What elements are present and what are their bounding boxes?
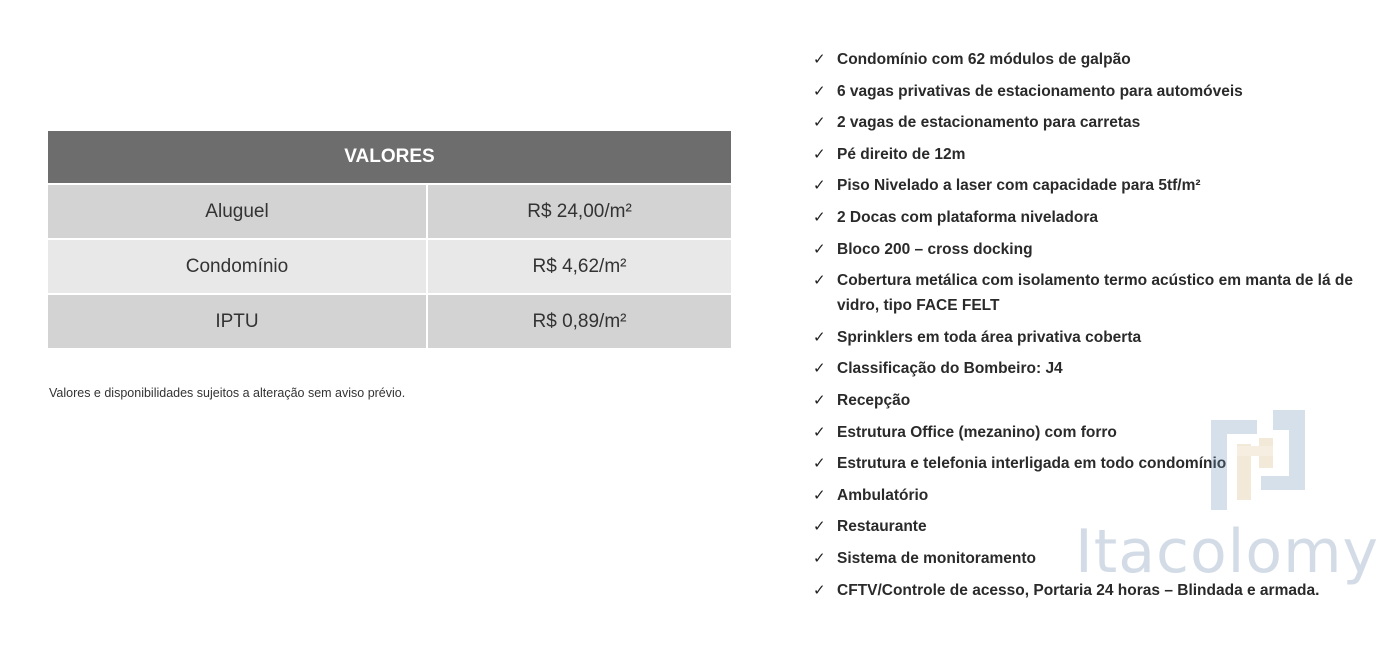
- check-icon: ✓: [813, 580, 826, 599]
- check-icon: ✓: [813, 271, 826, 290]
- check-icon: ✓: [813, 176, 826, 195]
- feature-text: Ambulatório: [837, 486, 929, 504]
- feature-text: Cobertura metálica com isolamento termo acústico em manta de lá de vidro, tipo FACE FELT: [837, 272, 1353, 315]
- feature-text: 6 vagas privativas de estacionamento para automóveis: [837, 82, 1243, 100]
- feature-text: 2 vagas de estacionamento para carretas: [837, 114, 1141, 132]
- feature-item: [813, 546, 1383, 571]
- feature-text: 2 Docas com plataforma niveladora: [837, 208, 1099, 226]
- table-header: VALORES: [48, 131, 731, 184]
- check-icon: ✓: [813, 548, 826, 567]
- row-value: R$ 4,62/m²: [427, 239, 731, 294]
- check-icon: ✓: [813, 327, 826, 346]
- feature-text: Piso Nivelado a laser com capacidade para 5tf/m²: [837, 177, 1201, 195]
- check-icon: ✓: [813, 50, 826, 68]
- feature-item: [813, 356, 1383, 381]
- check-icon: ✓: [813, 207, 826, 226]
- feature-text: Condomínio com 62 módulos de galpão: [837, 51, 1131, 68]
- feature-text: Recepção: [837, 391, 911, 409]
- feature-item: [813, 578, 1383, 603]
- feature-item: [813, 79, 1383, 104]
- feature-text: Restaurante: [837, 518, 927, 536]
- feature-item: [813, 420, 1383, 445]
- table-header-row: [48, 131, 731, 184]
- feature-item: [813, 483, 1383, 508]
- check-icon: ✓: [813, 454, 826, 473]
- feature-item: [813, 388, 1383, 413]
- feature-item: [813, 268, 1383, 318]
- feature-item: [813, 237, 1383, 262]
- feature-item: [813, 325, 1383, 350]
- feature-text: Estrutura Office (mezanino) com forro: [837, 423, 1117, 441]
- row-label: Condomínio: [48, 239, 427, 294]
- feature-text: Bloco 200 – cross docking: [837, 240, 1033, 258]
- feature-item: [813, 142, 1383, 167]
- disclaimer-note: Valores e disponibilidades sujeitos a alteração sem aviso prévio.: [49, 386, 406, 400]
- check-icon: ✓: [813, 359, 826, 378]
- prices-table: [48, 131, 731, 348]
- feature-item: [813, 514, 1383, 539]
- table-row: [48, 239, 731, 294]
- check-icon: ✓: [813, 517, 826, 536]
- row-label: Aluguel: [48, 184, 427, 239]
- check-icon: ✓: [813, 485, 826, 504]
- feature-text: Pé direito de 12m: [837, 145, 966, 163]
- check-icon: ✓: [813, 239, 826, 258]
- check-icon: ✓: [813, 390, 826, 409]
- check-icon: ✓: [813, 81, 826, 100]
- feature-item: [813, 451, 1383, 476]
- check-icon: ✓: [813, 144, 826, 163]
- table-row: [48, 184, 731, 239]
- feature-text: CFTV/Controle de acesso, Portaria 24 horas – Blindada e armada.: [837, 581, 1320, 599]
- feature-item: [813, 47, 1383, 72]
- row-value: R$ 24,00/m²: [427, 184, 731, 239]
- feature-text: Sistema de monitoramento: [837, 549, 1036, 567]
- feature-item: [813, 205, 1383, 230]
- row-label: IPTU: [48, 294, 427, 348]
- table-row: [48, 294, 731, 348]
- feature-text: Estrutura e telefonia interligada em todo condomínio: [837, 455, 1227, 473]
- check-icon: ✓: [813, 422, 826, 441]
- watermark-text: Itacolomy: [1075, 517, 1380, 587]
- check-icon: ✓: [813, 113, 826, 132]
- feature-item: [813, 110, 1383, 135]
- feature-text: Sprinklers em toda área privativa coberta: [837, 328, 1142, 346]
- row-value: R$ 0,89/m²: [427, 294, 731, 348]
- feature-item: [813, 173, 1383, 198]
- features-list: [813, 47, 1383, 609]
- feature-text: Classificação do Bombeiro: J4: [837, 360, 1063, 378]
